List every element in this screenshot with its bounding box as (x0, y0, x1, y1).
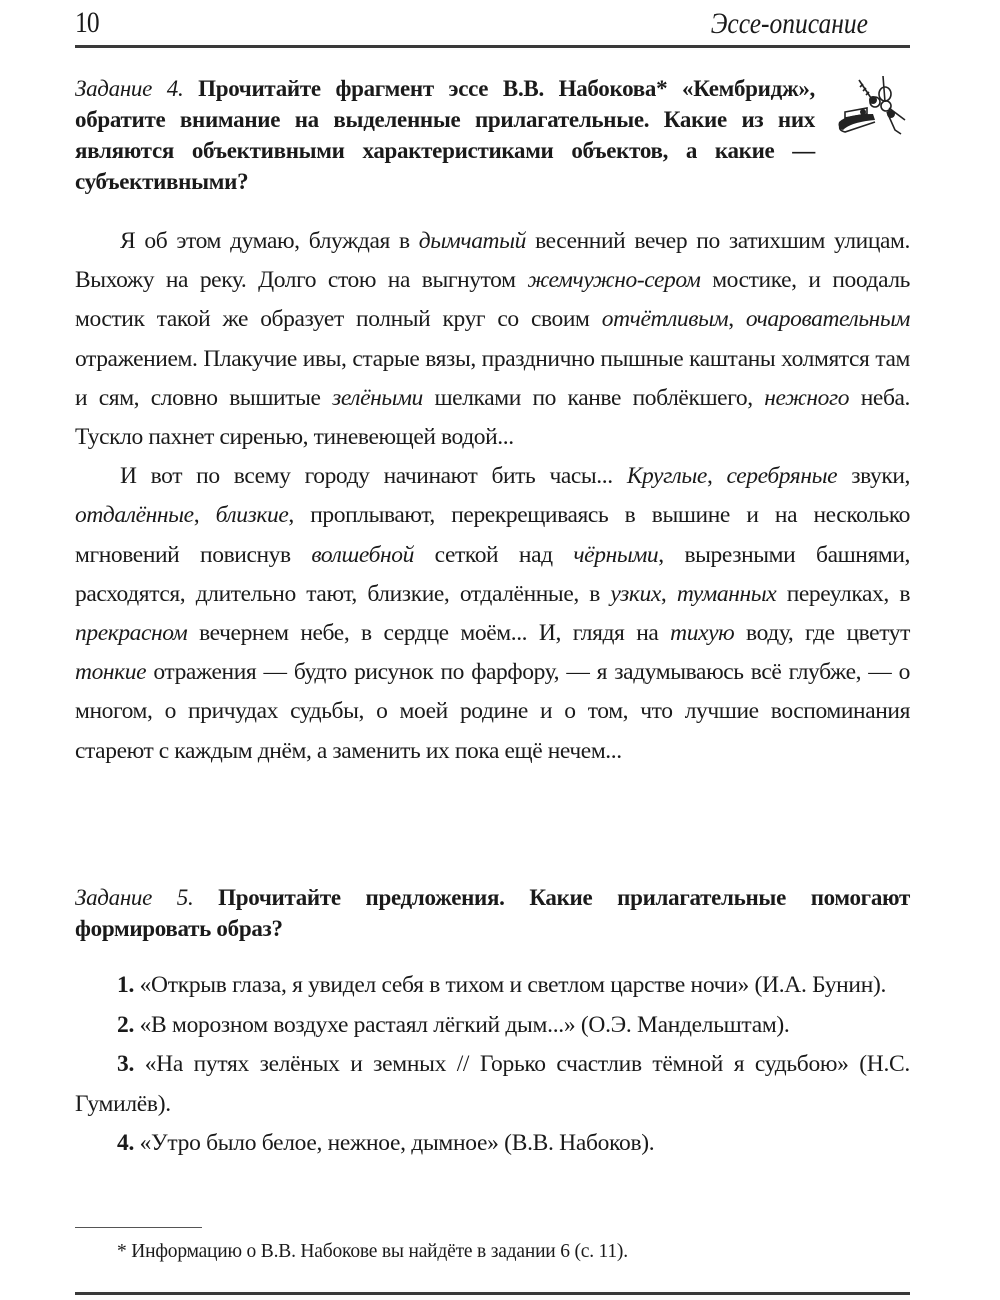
page-number: 10 (75, 6, 99, 39)
essay-text: переулках, в (776, 580, 911, 607)
essay-text: мостике, и поодаль мостик такой же образует полный круг со своим (75, 267, 910, 333)
header-rule (75, 45, 910, 48)
highlighted-adjective: Круглые (626, 463, 707, 490)
quote-item (75, 966, 910, 1006)
quote-item (75, 1045, 910, 1124)
keys-icon (833, 72, 913, 142)
essay-text: вечернем небе, в сердце моём... И, глядя на (187, 620, 671, 647)
highlighted-adjective: жемчужно-сером (527, 267, 701, 294)
essay-paragraph-1 (75, 222, 910, 457)
essay-text: , (728, 306, 746, 333)
footnote: * Информацию о В.В. Набокове вы найдёте в задании 6 (с. 11). (117, 1241, 628, 1262)
essay-text: , (706, 463, 727, 490)
highlighted-adjective: близкие (215, 502, 289, 529)
essay-paragraph-2 (75, 457, 910, 771)
essay-text: , (660, 580, 677, 607)
essay-text: Я об этом думаю, блуждая в (120, 228, 419, 254)
essay-text: весенний вечер по затихшим улицам. Выхожу на реку. Долго стою на выгнутом (75, 228, 911, 294)
task-5-label: Задание 5. (75, 885, 194, 910)
quote-list (75, 966, 910, 1164)
essay-text: воду, где цветут (734, 620, 910, 647)
essay-text: , проплывают, перекрещиваясь в вышине и на несколько мгновений повиснув (75, 502, 910, 568)
highlighted-adjective: волшебной (311, 541, 414, 568)
essay-text: И вот по всему городу начинают бить часы... (120, 463, 627, 490)
highlighted-adjective: отчётливым (601, 306, 729, 333)
quote-text: «Открыв глаза, я увидел себя в тихом и светлом царстве ночи» (И.А. Бунин). (134, 972, 887, 998)
highlighted-adjective: очаровательным (745, 306, 910, 333)
highlighted-adjective: серебряные (726, 463, 838, 490)
essay-text: звуки, (837, 463, 910, 490)
task-4-text: Прочитайте фрагмент эссе В.В. Набокова* «Кембридж», обратите внимание на выделенные прилагательные. Какие из них являются объективными характеристиками объектов, а какие — субъективными? (75, 76, 815, 194)
highlighted-adjective: тихую (670, 620, 735, 647)
highlighted-adjective: нежного (764, 384, 850, 411)
essay-text: шелками по канве поблёкшего, (422, 384, 765, 411)
task-4-label: Задание 4. (75, 76, 184, 101)
page-header (75, 4, 910, 46)
task-5-text: Прочитайте предложения. Какие прилагательные помогают формировать образ? (75, 885, 910, 941)
essay-excerpt (75, 222, 910, 771)
footnote-rule (75, 1227, 202, 1228)
essay-text: , вырезными башнями, расходятся, длительно тают, близкие, отдалённые, в (75, 541, 910, 607)
highlighted-adjective: отдалённые (75, 502, 194, 529)
essay-text: отражением. Плакучие ивы, старые вязы, празднично пышные каштаны холмятся там и сям, словно вышитые (75, 345, 910, 411)
highlighted-adjective: туманных (676, 580, 777, 607)
quote-text: «Утро было белое, нежное, дымное» (В.В. Набоков). (134, 1130, 655, 1156)
essay-text: отражения — будто рисунок по фарфору, — я задумываюсь всё глубже, — о многом, о причудах судьбы, о моей родине и о том, что лучшие воспоминания стареют с каждым днём, а заменить их пока ещё нечем... (75, 659, 910, 764)
quote-item (75, 1006, 910, 1046)
highlighted-adjective: узких (610, 580, 661, 607)
quote-item (75, 1124, 910, 1164)
highlighted-adjective: тонкие (75, 659, 147, 686)
highlighted-adjective: прекрасном (75, 620, 188, 647)
quote-number: 3. (117, 1051, 135, 1077)
quote-number: 4. (117, 1130, 135, 1156)
task-4-prompt (75, 73, 815, 197)
quote-text: «В морозном воздухе растаял лёгкий дым...» (О.Э. Мандельштам). (134, 1011, 790, 1038)
footer-rule (75, 1292, 910, 1295)
highlighted-adjective: чёрными (573, 541, 659, 568)
essay-text: сеткой над (413, 541, 574, 568)
highlighted-adjective: дымчатый (418, 228, 526, 254)
quote-number: 2. (117, 1011, 135, 1038)
book-page (75, 0, 910, 1300)
running-title: Эссе-описание (710, 7, 868, 40)
task-5-prompt (75, 882, 910, 944)
quote-text: «На путях зелёных и земных // Горько счастлив тёмной я судьбою» (Н.С. Гумилёв). (75, 1051, 910, 1117)
essay-text: неба. Тускло пахнет сиренью, тиневеющей водой... (75, 384, 911, 451)
essay-text: , (193, 502, 216, 529)
quote-number: 1. (117, 972, 135, 998)
highlighted-adjective: зелёными (332, 384, 423, 411)
